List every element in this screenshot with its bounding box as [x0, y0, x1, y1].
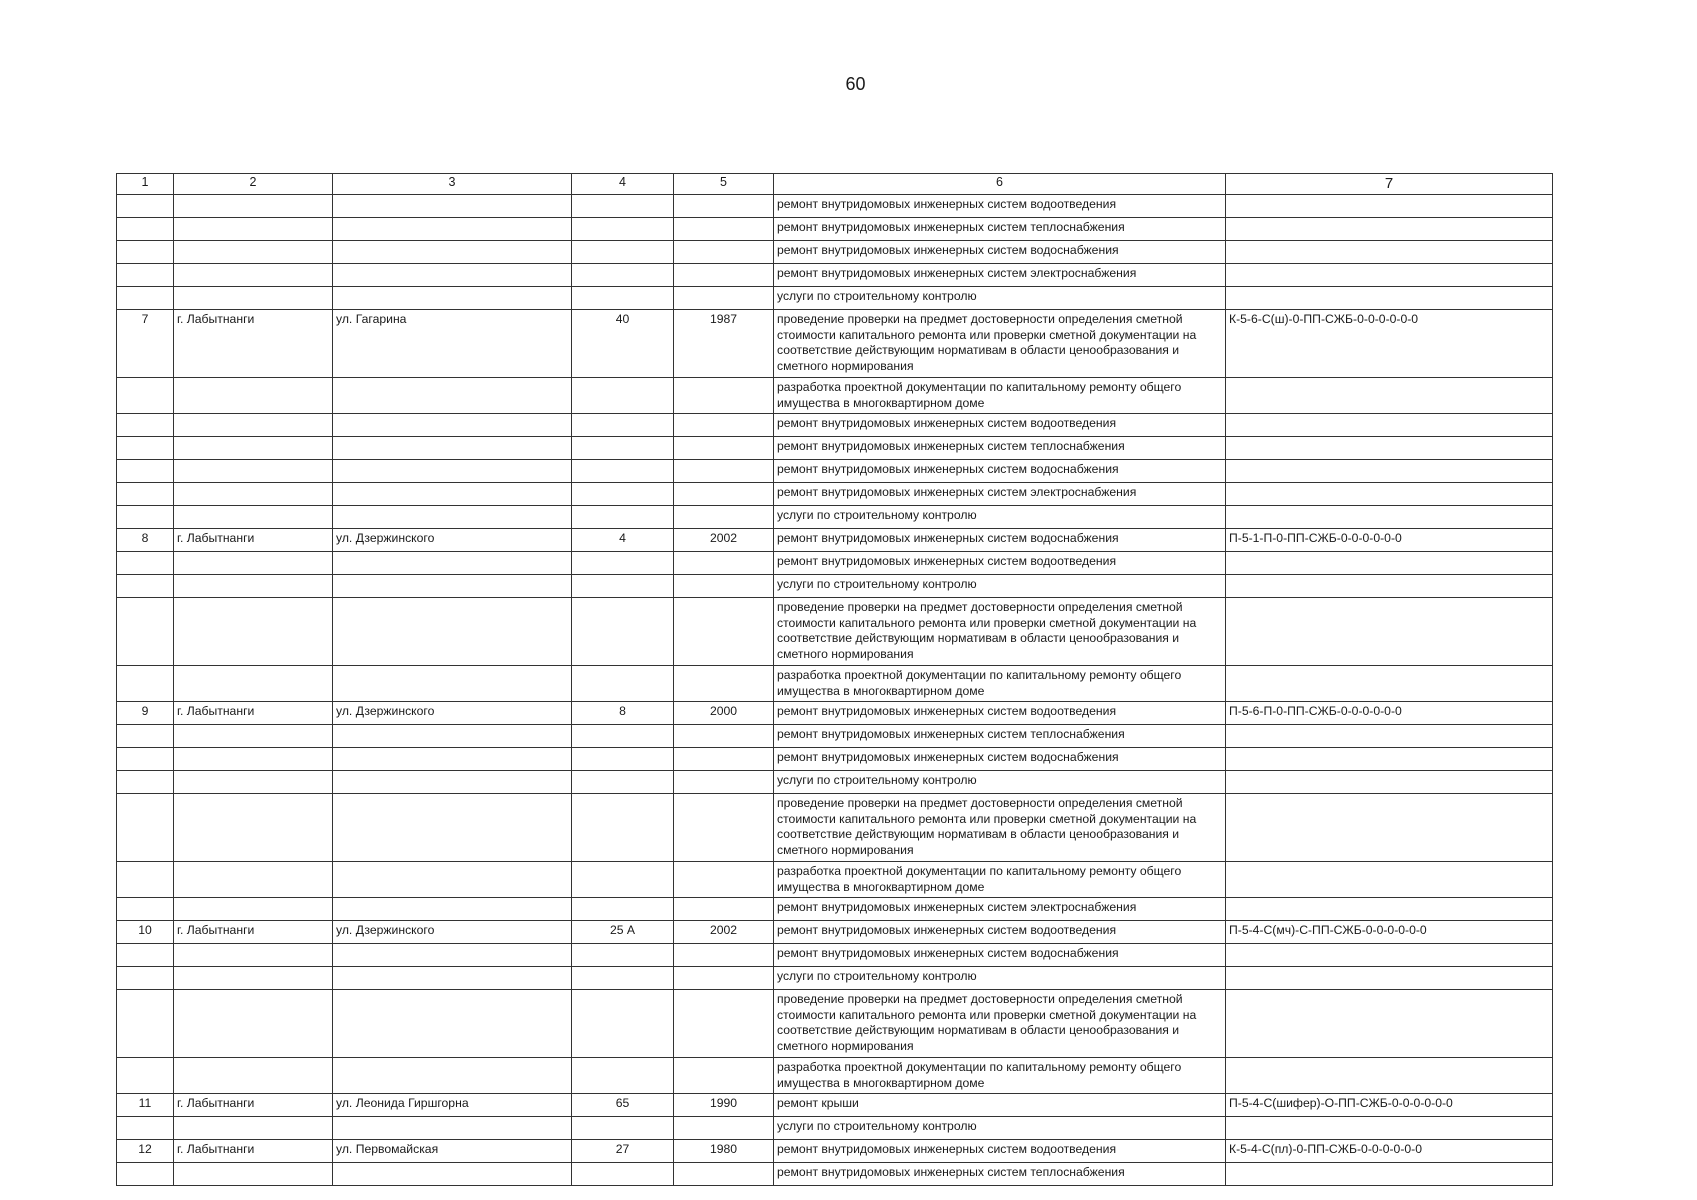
year-built-cell [674, 1163, 774, 1186]
work-type-cell: проведение проверки на предмет достоверности определения сметной стоимости капитального ремонта или проверки сметной документации на соответствие действующим нормативам в области ценообразования и сметного нормирования [774, 310, 1226, 378]
city-cell [174, 506, 333, 529]
street-cell [333, 195, 572, 218]
city-cell [174, 483, 333, 506]
work-type-cell: услуги по строительному контролю [774, 287, 1226, 310]
work-type-cell: ремонт внутридомовых инженерных систем водоснабжения [774, 944, 1226, 967]
street-cell: ул. Леонида Гиршгорна [333, 1094, 572, 1117]
street-cell [333, 862, 572, 898]
table-row [117, 771, 1553, 794]
table-row [117, 460, 1553, 483]
city-cell [174, 725, 333, 748]
house-code-cell [1226, 378, 1553, 414]
house-number-cell [572, 264, 674, 287]
table-row [117, 748, 1553, 771]
capital-repair-table [116, 173, 1553, 1186]
table-row [117, 287, 1553, 310]
year-built-cell: 1990 [674, 1094, 774, 1117]
table-row [117, 921, 1553, 944]
street-cell: ул. Гагарина [333, 310, 572, 378]
work-type-cell: ремонт внутридомовых инженерных систем электроснабжения [774, 483, 1226, 506]
column-header: 2 [174, 174, 333, 195]
house-number-cell [572, 483, 674, 506]
house-code-cell [1226, 990, 1553, 1058]
house-code-cell [1226, 195, 1553, 218]
table-row [117, 598, 1553, 666]
column-header: 1 [117, 174, 174, 195]
table-row [117, 241, 1553, 264]
house-number-cell [572, 195, 674, 218]
table-row [117, 437, 1553, 460]
street-cell [333, 575, 572, 598]
work-type-cell: разработка проектной документации по капитальному ремонту общего имущества в многоквартирном доме [774, 1058, 1226, 1094]
house-code-cell [1226, 552, 1553, 575]
city-cell [174, 748, 333, 771]
house-code-cell: К-5-6-С(ш)-0-ПП-СЖБ-0-0-0-0-0-0 [1226, 310, 1553, 378]
city-cell [174, 414, 333, 437]
city-cell [174, 1117, 333, 1140]
row-number-cell [117, 414, 174, 437]
city-cell [174, 794, 333, 862]
house-number-cell [572, 552, 674, 575]
table-row [117, 552, 1553, 575]
year-built-cell [674, 748, 774, 771]
work-type-cell: услуги по строительному контролю [774, 771, 1226, 794]
year-built-cell [674, 898, 774, 921]
table-row [117, 725, 1553, 748]
street-cell [333, 483, 572, 506]
house-number-cell [572, 794, 674, 862]
work-type-cell: услуги по строительному контролю [774, 967, 1226, 990]
street-cell [333, 944, 572, 967]
table-row [117, 1117, 1553, 1140]
table-row [117, 575, 1553, 598]
street-cell [333, 437, 572, 460]
street-cell [333, 725, 572, 748]
house-number-cell: 8 [572, 702, 674, 725]
row-number-cell [117, 1058, 174, 1094]
year-built-cell [674, 944, 774, 967]
table-row [117, 944, 1553, 967]
work-type-cell: проведение проверки на предмет достоверности определения сметной стоимости капитального ремонта или проверки сметной документации на соответствие действующим нормативам в области ценообразования и сметного нормирования [774, 990, 1226, 1058]
year-built-cell: 2002 [674, 921, 774, 944]
table-row [117, 1058, 1553, 1094]
street-cell [333, 218, 572, 241]
house-code-cell [1226, 460, 1553, 483]
city-cell [174, 771, 333, 794]
row-number-cell [117, 898, 174, 921]
house-number-cell [572, 437, 674, 460]
house-number-cell [572, 414, 674, 437]
row-number-cell [117, 575, 174, 598]
table-row [117, 414, 1553, 437]
city-cell [174, 460, 333, 483]
city-cell [174, 378, 333, 414]
house-code-cell [1226, 241, 1553, 264]
table-row [117, 1140, 1553, 1163]
street-cell [333, 1058, 572, 1094]
work-type-cell: услуги по строительному контролю [774, 575, 1226, 598]
work-type-cell: разработка проектной документации по капитальному ремонту общего имущества в многоквартирном доме [774, 666, 1226, 702]
house-code-cell [1226, 748, 1553, 771]
house-code-cell [1226, 598, 1553, 666]
city-cell [174, 1058, 333, 1094]
house-code-cell: К-5-4-С(пл)-0-ПП-СЖБ-0-0-0-0-0-0 [1226, 1140, 1553, 1163]
year-built-cell [674, 794, 774, 862]
table-row [117, 529, 1553, 552]
row-number-cell [117, 666, 174, 702]
row-number-cell: 7 [117, 310, 174, 378]
table-row [117, 310, 1553, 378]
year-built-cell [674, 218, 774, 241]
row-number-cell [117, 794, 174, 862]
house-number-cell [572, 898, 674, 921]
work-type-cell: ремонт внутридомовых инженерных систем водоснабжения [774, 748, 1226, 771]
work-type-cell: ремонт внутридомовых инженерных систем электроснабжения [774, 898, 1226, 921]
row-number-cell [117, 748, 174, 771]
row-number-cell [117, 218, 174, 241]
work-type-cell: ремонт внутридомовых инженерных систем водоотведения [774, 414, 1226, 437]
year-built-cell [674, 598, 774, 666]
table-row [117, 990, 1553, 1058]
row-number-cell [117, 944, 174, 967]
house-number-cell [572, 506, 674, 529]
table-row [117, 218, 1553, 241]
street-cell: ул. Дзержинского [333, 702, 572, 725]
work-type-cell: ремонт внутридомовых инженерных систем теплоснабжения [774, 218, 1226, 241]
year-built-cell [674, 1117, 774, 1140]
street-cell [333, 287, 572, 310]
column-header: 7 [1226, 174, 1553, 195]
house-number-cell [572, 666, 674, 702]
house-number-cell [572, 460, 674, 483]
year-built-cell [674, 990, 774, 1058]
row-number-cell: 11 [117, 1094, 174, 1117]
year-built-cell [674, 241, 774, 264]
year-built-cell [674, 460, 774, 483]
house-code-cell [1226, 287, 1553, 310]
table-row [117, 967, 1553, 990]
year-built-cell [674, 666, 774, 702]
row-number-cell [117, 967, 174, 990]
city-cell: г. Лабытнанги [174, 529, 333, 552]
work-type-cell: разработка проектной документации по капитальному ремонту общего имущества в многоквартирном доме [774, 378, 1226, 414]
work-type-cell: ремонт внутридомовых инженерных систем теплоснабжения [774, 1163, 1226, 1186]
year-built-cell [674, 1058, 774, 1094]
year-built-cell [674, 264, 774, 287]
work-type-cell: ремонт крыши [774, 1094, 1226, 1117]
city-cell [174, 241, 333, 264]
table-row [117, 195, 1553, 218]
work-type-cell: проведение проверки на предмет достоверности определения сметной стоимости капитального ремонта или проверки сметной документации на соответствие действующим нормативам в области ценообразования и сметного нормирования [774, 794, 1226, 862]
street-cell [333, 241, 572, 264]
house-number-cell [572, 1163, 674, 1186]
street-cell [333, 460, 572, 483]
house-code-cell: П-5-1-П-0-ПП-СЖБ-0-0-0-0-0-0 [1226, 529, 1553, 552]
row-number-cell [117, 598, 174, 666]
house-code-cell [1226, 1163, 1553, 1186]
table-row [117, 264, 1553, 287]
row-number-cell [117, 195, 174, 218]
house-code-cell [1226, 794, 1553, 862]
year-built-cell: 2002 [674, 529, 774, 552]
house-code-cell: П-5-6-П-0-ПП-СЖБ-0-0-0-0-0-0 [1226, 702, 1553, 725]
city-cell [174, 862, 333, 898]
work-type-cell: ремонт внутридомовых инженерных систем водоотведения [774, 702, 1226, 725]
street-cell [333, 264, 572, 287]
row-number-cell [117, 725, 174, 748]
row-number-cell [117, 506, 174, 529]
column-number-row [117, 174, 1553, 195]
city-cell [174, 1163, 333, 1186]
work-type-cell: ремонт внутридомовых инженерных систем электроснабжения [774, 264, 1226, 287]
year-built-cell [674, 414, 774, 437]
street-cell [333, 990, 572, 1058]
work-type-cell: ремонт внутридомовых инженерных систем водоотведения [774, 921, 1226, 944]
year-built-cell [674, 967, 774, 990]
work-type-cell: ремонт внутридомовых инженерных систем водоснабжения [774, 241, 1226, 264]
city-cell [174, 218, 333, 241]
work-type-cell: разработка проектной документации по капитальному ремонту общего имущества в многоквартирном доме [774, 862, 1226, 898]
year-built-cell [674, 378, 774, 414]
city-cell [174, 666, 333, 702]
row-number-cell [117, 862, 174, 898]
house-code-cell [1226, 725, 1553, 748]
house-code-cell [1226, 862, 1553, 898]
row-number-cell [117, 241, 174, 264]
house-code-cell [1226, 1117, 1553, 1140]
street-cell: ул. Первомайская [333, 1140, 572, 1163]
row-number-cell [117, 287, 174, 310]
city-cell [174, 575, 333, 598]
year-built-cell [674, 506, 774, 529]
row-number-cell [117, 483, 174, 506]
year-built-cell: 2000 [674, 702, 774, 725]
house-number-cell: 25 А [572, 921, 674, 944]
street-cell: ул. Дзержинского [333, 529, 572, 552]
city-cell: г. Лабытнанги [174, 1094, 333, 1117]
house-number-cell [572, 575, 674, 598]
house-number-cell: 40 [572, 310, 674, 378]
house-code-cell [1226, 437, 1553, 460]
table-row [117, 483, 1553, 506]
house-code-cell [1226, 414, 1553, 437]
house-number-cell: 65 [572, 1094, 674, 1117]
house-code-cell [1226, 506, 1553, 529]
city-cell [174, 552, 333, 575]
table-row [117, 794, 1553, 862]
house-code-cell [1226, 483, 1553, 506]
street-cell [333, 506, 572, 529]
work-type-cell: ремонт внутридомовых инженерных систем водоотведения [774, 1140, 1226, 1163]
city-cell [174, 898, 333, 921]
row-number-cell [117, 990, 174, 1058]
street-cell [333, 794, 572, 862]
year-built-cell: 1987 [674, 310, 774, 378]
column-header: 4 [572, 174, 674, 195]
street-cell [333, 1163, 572, 1186]
city-cell [174, 598, 333, 666]
city-cell [174, 264, 333, 287]
house-number-cell [572, 218, 674, 241]
year-built-cell [674, 437, 774, 460]
work-type-cell: ремонт внутридомовых инженерных систем водоснабжения [774, 460, 1226, 483]
house-code-cell [1226, 218, 1553, 241]
street-cell [333, 414, 572, 437]
table-row [117, 506, 1553, 529]
year-built-cell [674, 483, 774, 506]
house-number-cell [572, 378, 674, 414]
street-cell [333, 378, 572, 414]
city-cell: г. Лабытнанги [174, 1140, 333, 1163]
table-row [117, 1163, 1553, 1186]
house-number-cell: 4 [572, 529, 674, 552]
year-built-cell [674, 862, 774, 898]
house-code-cell: П-5-4-С(мч)-С-ПП-СЖБ-0-0-0-0-0-0 [1226, 921, 1553, 944]
row-number-cell [117, 1117, 174, 1140]
city-cell [174, 287, 333, 310]
house-number-cell [572, 598, 674, 666]
house-code-cell [1226, 1058, 1553, 1094]
table-row [117, 378, 1553, 414]
row-number-cell: 12 [117, 1140, 174, 1163]
row-number-cell [117, 771, 174, 794]
street-cell [333, 771, 572, 794]
year-built-cell: 1980 [674, 1140, 774, 1163]
street-cell [333, 666, 572, 702]
house-number-cell [572, 241, 674, 264]
house-number-cell [572, 1058, 674, 1094]
house-code-cell [1226, 666, 1553, 702]
street-cell [333, 598, 572, 666]
house-number-cell [572, 944, 674, 967]
year-built-cell [674, 575, 774, 598]
house-number-cell [572, 990, 674, 1058]
city-cell [174, 967, 333, 990]
street-cell [333, 967, 572, 990]
house-number-cell [572, 1117, 674, 1140]
row-number-cell [117, 378, 174, 414]
column-header: 5 [674, 174, 774, 195]
row-number-cell [117, 264, 174, 287]
house-number-cell [572, 862, 674, 898]
house-code-cell [1226, 898, 1553, 921]
house-number-cell [572, 725, 674, 748]
house-number-cell [572, 967, 674, 990]
street-cell [333, 1117, 572, 1140]
city-cell [174, 437, 333, 460]
city-cell [174, 944, 333, 967]
street-cell [333, 898, 572, 921]
city-cell: г. Лабытнанги [174, 310, 333, 378]
work-type-cell: услуги по строительному контролю [774, 506, 1226, 529]
city-cell: г. Лабытнанги [174, 702, 333, 725]
city-cell [174, 195, 333, 218]
row-number-cell [117, 437, 174, 460]
house-code-cell: П-5-4-С(шифер)-О-ПП-СЖБ-0-0-0-0-0-0 [1226, 1094, 1553, 1117]
row-number-cell [117, 1163, 174, 1186]
year-built-cell [674, 725, 774, 748]
work-type-cell: ремонт внутридомовых инженерных систем теплоснабжения [774, 437, 1226, 460]
table-row [117, 666, 1553, 702]
house-code-cell [1226, 575, 1553, 598]
street-cell [333, 748, 572, 771]
row-number-cell [117, 552, 174, 575]
house-code-cell [1226, 264, 1553, 287]
table-row [117, 862, 1553, 898]
house-number-cell [572, 771, 674, 794]
page-number: 60 [845, 74, 866, 94]
table-row [117, 702, 1553, 725]
street-cell: ул. Дзержинского [333, 921, 572, 944]
row-number-cell: 8 [117, 529, 174, 552]
table-row [117, 1094, 1553, 1117]
work-type-cell: ремонт внутридомовых инженерных систем водоотведения [774, 552, 1226, 575]
row-number-cell: 9 [117, 702, 174, 725]
row-number-cell [117, 460, 174, 483]
year-built-cell [674, 552, 774, 575]
year-built-cell [674, 771, 774, 794]
street-cell [333, 552, 572, 575]
house-number-cell [572, 287, 674, 310]
house-code-cell [1226, 771, 1553, 794]
table-row [117, 898, 1553, 921]
house-number-cell [572, 748, 674, 771]
work-type-cell: услуги по строительному контролю [774, 1117, 1226, 1140]
work-type-cell: ремонт внутридомовых инженерных систем теплоснабжения [774, 725, 1226, 748]
work-type-cell: ремонт внутридомовых инженерных систем водоснабжения [774, 529, 1226, 552]
row-number-cell: 10 [117, 921, 174, 944]
house-code-cell [1226, 944, 1553, 967]
column-header: 3 [333, 174, 572, 195]
work-type-cell: проведение проверки на предмет достоверности определения сметной стоимости капитального ремонта или проверки сметной документации на соответствие действующим нормативам в области ценообразования и сметного нормирования [774, 598, 1226, 666]
work-type-cell: ремонт внутридомовых инженерных систем водоотведения [774, 195, 1226, 218]
house-code-cell [1226, 967, 1553, 990]
year-built-cell [674, 195, 774, 218]
house-number-cell: 27 [572, 1140, 674, 1163]
city-cell [174, 990, 333, 1058]
column-header: 6 [774, 174, 1226, 195]
year-built-cell [674, 287, 774, 310]
city-cell: г. Лабытнанги [174, 921, 333, 944]
